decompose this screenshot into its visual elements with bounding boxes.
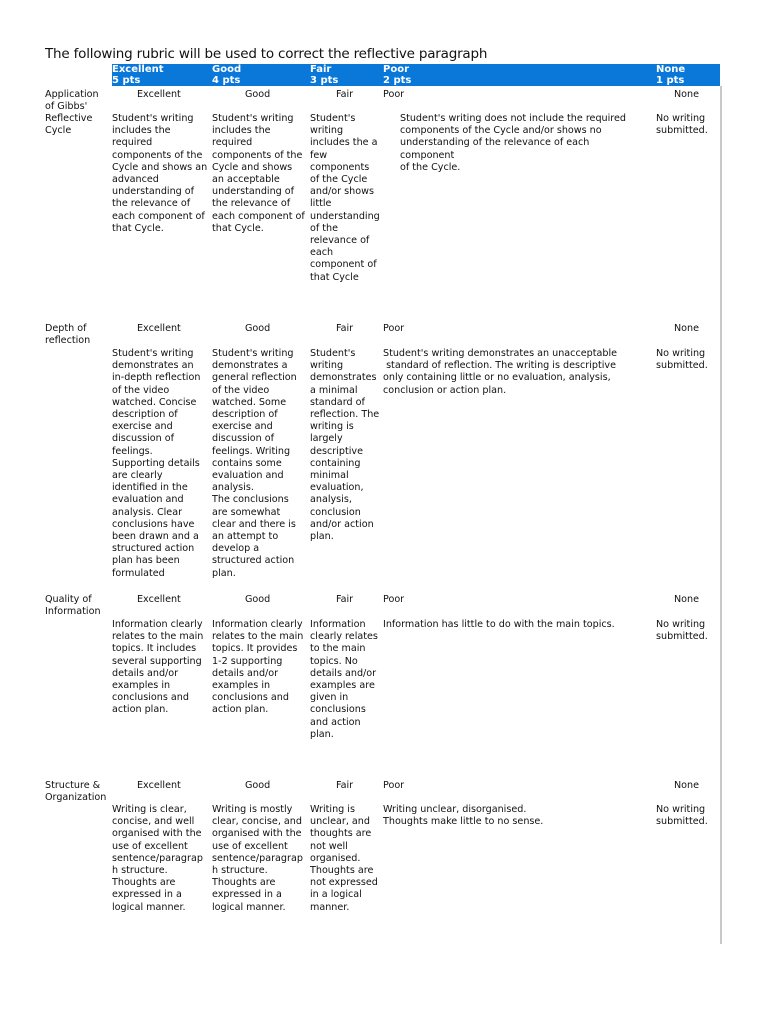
level-label: Good bbox=[245, 780, 271, 791]
description-cell: No writing submitted. bbox=[656, 348, 708, 372]
description-cell: No writing submitted. bbox=[656, 113, 708, 137]
description-cell: No writing submitted. bbox=[656, 804, 708, 828]
header-poor bbox=[383, 64, 411, 86]
level-label: Good bbox=[245, 323, 271, 334]
description-cell: Student's writing demonstrates an unacceptable standard of reflection. The writing is descriptive only containing little or no evaluation, analysis, conclusion or action plan. bbox=[383, 348, 618, 396]
header-points: 3 pts bbox=[310, 75, 339, 86]
description-cell: Student's writing demonstrates a general reflection of the video watched. Some description of exercise and discussion of feelings. Writing contains some evaluation and analysis. The conclusions are somewhat clear and there is an attempt to develop a structured action plan. bbox=[212, 348, 297, 579]
description-cell: Student's writing demonstrates an in-depth reflection of the video watched. Concise description of exercise and discussion of feelings. Supporting details are clearly identified in the evaluation and analysis. Clear conclusions have been drawn and a structured action plan has been formulated bbox=[112, 348, 201, 579]
header-points: 4 pts bbox=[212, 75, 241, 86]
description-cell: No writing submitted. bbox=[656, 619, 708, 643]
header-excellent bbox=[112, 64, 164, 86]
header-level: None bbox=[656, 64, 686, 75]
criterion-label: Application of Gibbs' Reflective Cycle bbox=[45, 89, 99, 136]
header-none bbox=[656, 64, 685, 86]
description-cell: Student's writing includes the required components of the Cycle and shows an acceptable understanding of the relevance of each component of that Cycle. bbox=[212, 113, 305, 234]
header-level: Good bbox=[212, 64, 242, 75]
level-label: Fair bbox=[336, 594, 354, 605]
description-cell: Writing is mostly clear, concise, and organised with the use of excellent sentence/paragrap h structure. Thoughts are expressed in a logical manner. bbox=[212, 804, 303, 913]
level-label: Excellent bbox=[137, 89, 181, 100]
level-label: Excellent bbox=[137, 323, 181, 334]
description-cell: Student's writing includes the a few components of the Cycle and/or shows little understanding of the relevance of each component of that Cycle bbox=[310, 113, 380, 283]
description-cell: Information clearly relates to the main topics. No details and/or examples are given in conclusions and action plan. bbox=[310, 619, 378, 740]
header-level: Poor bbox=[383, 64, 410, 75]
level-label: Poor bbox=[383, 780, 405, 791]
level-label: Poor bbox=[383, 594, 405, 605]
description-cell: Student's writing does not include the required components of the Cycle and/or shows no understanding of the relevance of each component of the Cycle. bbox=[400, 113, 627, 173]
level-label: Good bbox=[245, 594, 271, 605]
description-cell: Information clearly relates to the main topics. It provides 1-2 supporting details and/or examples in conclusions and action plan. bbox=[212, 619, 304, 716]
description-cell: Student's writing demonstrates a minimal standard of reflection. The writing is largely descriptive containing minimal evaluation, analysis, conclusion and/or action plan. bbox=[310, 348, 380, 543]
rubric-header bbox=[112, 64, 720, 86]
level-label: Excellent bbox=[137, 594, 181, 605]
table-right-border bbox=[720, 86, 722, 944]
description-cell: Information has little to do with the main topics. bbox=[383, 619, 615, 630]
criterion-label: Quality of Information bbox=[45, 594, 101, 617]
description-cell: Writing is clear, concise, and well organised with the use of excellent sentence/paragrap h structure. Thoughts are expressed in a logical manner. bbox=[112, 804, 203, 913]
description-cell: Writing unclear, disorganised. Thoughts make little to no sense. bbox=[383, 804, 544, 828]
description-cell: Writing is unclear, and thoughts are not well organised. Thoughts are not expressed in a logical manner. bbox=[310, 804, 378, 913]
level-label: Excellent bbox=[137, 780, 181, 791]
level-label: Poor bbox=[383, 89, 405, 100]
header-points: 2 pts bbox=[383, 75, 412, 86]
header-good bbox=[212, 64, 241, 86]
level-label: Good bbox=[245, 89, 271, 100]
level-label: Fair bbox=[336, 89, 354, 100]
level-label: Fair bbox=[336, 323, 354, 334]
header-points: 1 pts bbox=[656, 75, 685, 86]
level-label: None bbox=[674, 594, 700, 605]
level-label: None bbox=[674, 323, 700, 334]
header-level: Fair bbox=[310, 64, 332, 75]
criterion-label: Depth of reflection bbox=[45, 323, 91, 346]
level-label: Fair bbox=[336, 780, 354, 791]
level-label: Poor bbox=[383, 323, 405, 334]
header-fair bbox=[310, 64, 338, 86]
header-points: 5 pts bbox=[112, 75, 141, 86]
level-label: None bbox=[674, 89, 700, 100]
level-label: None bbox=[674, 780, 700, 791]
description-cell: Student's writing includes the required components of the Cycle and shows an advanced understanding of the relevance of each component of that Cycle. bbox=[112, 113, 208, 234]
criterion-label: Structure & Organization bbox=[45, 780, 107, 803]
description-cell: Information clearly relates to the main topics. It includes several supporting details and/or examples in conclusions and action plan. bbox=[112, 619, 204, 716]
page-title: The following rubric will be used to correct the reflective paragraph bbox=[45, 46, 488, 62]
header-level: Excellent bbox=[112, 64, 164, 75]
